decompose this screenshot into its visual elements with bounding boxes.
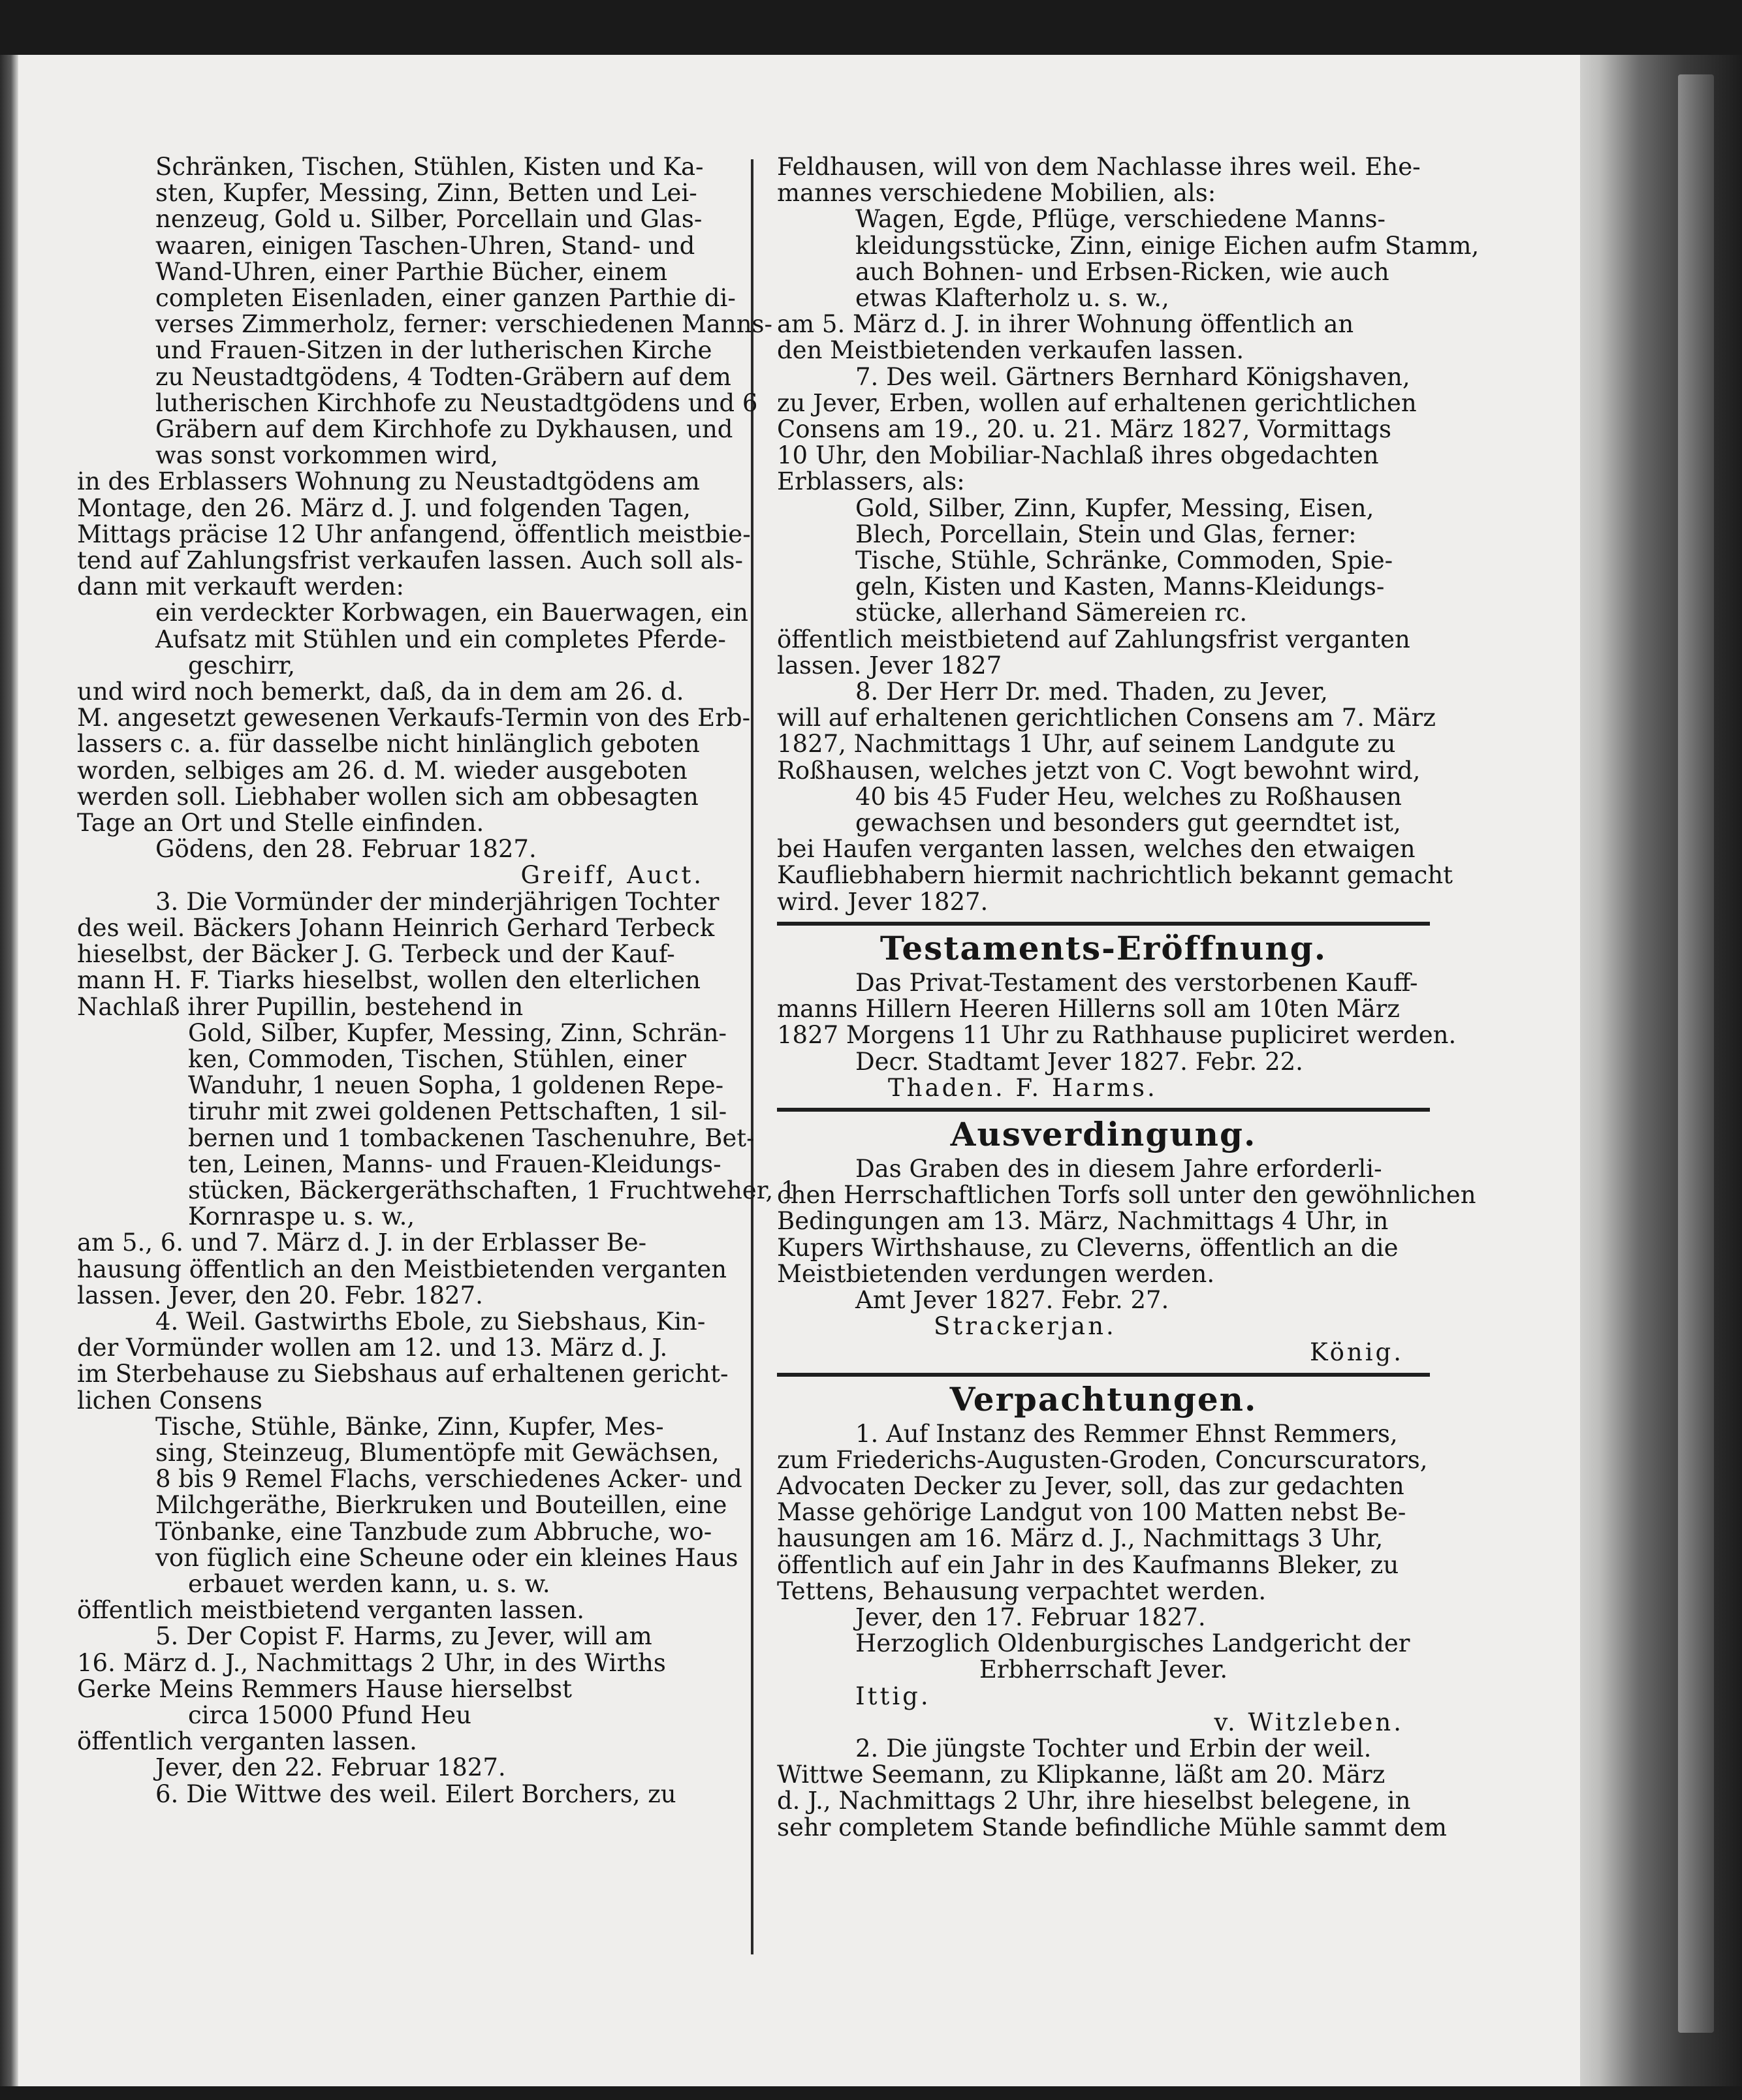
- text-line: Montage, den 26. März d. J. und folgenden Tagen,: [77, 494, 691, 522]
- text-line: waaren, einigen Taschen-Uhren, Stand- und: [155, 231, 695, 260]
- column-divider: [751, 159, 753, 1954]
- text-line: dann mit verkauft werden:: [77, 572, 404, 601]
- text-line: Milchgeräthe, Bierkruken und Bouteillen, eine: [155, 1491, 727, 1520]
- text-line: geschirr,: [188, 651, 296, 680]
- text-line: Wand-Uhren, einer Parthie Bücher, einem: [155, 257, 668, 286]
- text-line: sten, Kupfer, Messing, Zinn, Betten und Lei-: [155, 179, 697, 208]
- text-line: den Meistbietenden verkaufen lassen.: [777, 336, 1244, 365]
- text-line: bei Haufen verganten lassen, welches den etwaigen: [777, 835, 1416, 864]
- text-line: will auf erhaltenen gerichtlichen Consens am 7. März: [777, 704, 1436, 732]
- text-line: Das Privat-Testament des verstorbenen Kauff-: [855, 968, 1418, 997]
- section-rule: [777, 922, 1430, 926]
- text-line: Wittwe Seemann, zu Klipkanne, läßt am 20. März: [777, 1761, 1386, 1789]
- text-line: Jever, den 17. Februar 1827.: [855, 1603, 1206, 1631]
- text-line: 3. Die Vormünder der minderjährigen Tochter: [155, 887, 720, 916]
- ausverdingung-notice: [777, 1154, 1476, 1367]
- testament-heading: Testaments-Eröffnung.: [879, 928, 1327, 967]
- verpachtungen-notice: [777, 1419, 1447, 1841]
- text-line: 1. Auf Instanz des Remmer Ehnst Remmers,: [855, 1419, 1398, 1448]
- text-line: ken, Commoden, Tischen, Stühlen, einer: [188, 1044, 687, 1073]
- text-line: Tönbanke, eine Tanzbude zum Abbruche, wo-: [155, 1517, 712, 1546]
- text-line: sehr completem Stande befindliche Mühle sammt dem: [777, 1813, 1447, 1841]
- text-line: Thaden. F. Harms.: [888, 1073, 1158, 1102]
- text-line: worden, selbiges am 26. d. M. wieder ausgeboten: [77, 756, 688, 785]
- text-line: Advocaten Decker zu Jever, soll, das zur gedachten: [777, 1471, 1404, 1500]
- text-line: und wird noch bemerkt, daß, da in dem am 26. d.: [77, 678, 684, 706]
- text-line: mann H. F. Tiarks hieselbst, wollen den elterlichen: [77, 966, 701, 995]
- book-spine: [0, 55, 18, 2086]
- text-line: öffentlich meistbietend auf Zahlungsfrist verganten: [777, 625, 1410, 653]
- text-line: Bedingungen am 13. März, Nachmittags 4 Uhr, in: [777, 1207, 1389, 1236]
- text-line: Ittig.: [855, 1682, 931, 1710]
- text-line: Feldhausen, will von dem Nachlasse ihres weil. Ehe-: [777, 153, 1421, 181]
- text-line: öffentlich verganten lassen.: [77, 1727, 417, 1756]
- text-line: tend auf Zahlungsfrist verkaufen lassen. Auch soll als-: [77, 546, 744, 575]
- text-line: Mittags präcise 12 Uhr anfangend, öffentlich meistbie-: [77, 520, 751, 548]
- text-line: öffentlich meistbietend verganten lassen.: [77, 1596, 585, 1625]
- text-line: am 5. März d. J. in ihrer Wohnung öffentlich an: [777, 310, 1354, 339]
- text-line: Decr. Stadtamt Jever 1827. Febr. 22.: [855, 1047, 1303, 1076]
- text-line: 5. Der Copist F. Harms, zu Jever, will am: [155, 1622, 652, 1651]
- text-line: M. angesetzt gewesenen Verkaufs-Termin von des Erb-: [77, 704, 751, 732]
- text-line: sing, Steinzeug, Blumentöpfe mit Gewächsen,: [155, 1438, 720, 1467]
- book-cover-edge: [1678, 74, 1714, 2033]
- text-line: 10 Uhr, den Mobiliar-Nachlaß ihres obgedachten: [777, 441, 1379, 470]
- text-line: Meistbietenden verdungen werden.: [777, 1259, 1215, 1288]
- text-line: ein verdeckter Korbwagen, ein Bauerwagen, ein: [155, 599, 748, 627]
- text-line: lassen. Jever 1827: [777, 651, 1002, 680]
- text-line: in des Erblassers Wohnung zu Neustadtgödens am: [77, 467, 700, 496]
- text-line: 4. Weil. Gastwirths Ebole, zu Siebshaus, Kin-: [155, 1307, 706, 1336]
- text-line: Schränken, Tischen, Stühlen, Kisten und Ka-: [155, 153, 704, 181]
- text-line: Tische, Stühle, Bänke, Zinn, Kupfer, Mes-: [155, 1412, 664, 1441]
- text-line: Blech, Porcellain, Stein und Glas, ferner:: [855, 520, 1357, 548]
- text-line: nenzeug, Gold u. Silber, Porcellain und Glas-: [155, 205, 703, 234]
- text-line: geln, Kisten und Kasten, Manns-Kleidungs-: [855, 572, 1385, 601]
- text-line: lassen. Jever, den 20. Febr. 1827.: [77, 1281, 483, 1309]
- text-line: Kaufliebhabern hiermit nachrichtlich bekannt gemacht: [777, 861, 1453, 890]
- text-line: hieselbst, der Bäcker J. G. Terbeck und der Kauf-: [77, 940, 675, 969]
- text-line: im Sterbehause zu Siebshaus auf erhaltenen gericht-: [77, 1360, 729, 1388]
- text-line: Strackerjan.: [934, 1312, 1116, 1341]
- text-line: des weil. Bäckers Johann Heinrich Gerhard Terbeck: [77, 913, 715, 942]
- text-line: gewachsen und besonders gut geerndtet ist,: [855, 809, 1401, 838]
- text-line: Erbherrschaft Jever.: [979, 1655, 1228, 1684]
- text-line: Wagen, Egde, Pflüge, verschiedene Manns-: [855, 205, 1386, 234]
- text-line: etwas Klafterholz u. s. w.,: [855, 284, 1169, 313]
- text-line: Jever, den 22. Februar 1827.: [155, 1753, 506, 1782]
- book-edge: [1580, 55, 1742, 2086]
- text-line: Aufsatz mit Stühlen und ein completes Pferde-: [155, 625, 726, 653]
- text-line: completen Eisenladen, einer ganzen Parthie di-: [155, 284, 736, 313]
- text-line: wird. Jever 1827.: [777, 887, 989, 916]
- text-line: Kupers Wirthshause, zu Cleverns, öffentlich an die: [777, 1233, 1399, 1262]
- text-line: Gerke Meins Remmers Hause hierselbst: [77, 1674, 572, 1703]
- text-line: Gödens, den 28. Februar 1827.: [155, 835, 537, 864]
- text-line: Tettens, Behausung verpachtet werden.: [777, 1576, 1267, 1605]
- text-line: ten, Leinen, Manns- und Frauen-Kleidungs-: [188, 1150, 721, 1178]
- section-rule: [777, 1108, 1430, 1112]
- text-line: was sonst vorkommen wird,: [155, 441, 499, 470]
- text-line: 7. Des weil. Gärtners Bernhard Königshaven,: [855, 362, 1410, 391]
- text-line: chen Herrschaftlichen Torfs soll unter den gewöhnlichen: [777, 1181, 1476, 1210]
- text-line: 8. Der Herr Dr. med. Thaden, zu Jever,: [855, 678, 1328, 706]
- text-line: öffentlich auf ein Jahr in des Kaufmanns Bleker, zu: [777, 1550, 1399, 1579]
- ausverdingung-heading: Ausverdingung.: [950, 1114, 1257, 1153]
- text-line: 6. Die Wittwe des weil. Eilert Borchers, zu: [155, 1779, 676, 1808]
- text-line: stücke, allerhand Sämereien rc.: [855, 599, 1248, 627]
- text-line: lutherischen Kirchhofe zu Neustadtgödens und 6: [155, 388, 758, 417]
- text-line: Gräbern auf dem Kirchhofe zu Dykhausen, und: [155, 415, 733, 444]
- text-line: König.: [1309, 1338, 1404, 1367]
- text-line: Masse gehörige Landgut von 100 Matten nebst Be-: [777, 1498, 1406, 1527]
- text-line: zu Jever, Erben, wollen auf erhaltenen gerichtlichen: [777, 388, 1417, 417]
- text-line: und Frauen-Sitzen in der lutherischen Kirche: [155, 336, 712, 365]
- testament-notice: [777, 968, 1457, 1102]
- text-line: Das Graben des in diesem Jahre erforderli-: [855, 1154, 1382, 1183]
- text-line: Nachlaß ihrer Pupillin, bestehend in: [77, 992, 524, 1021]
- text-line: Tische, Stühle, Schränke, Commoden, Spie-: [855, 546, 1393, 575]
- text-line: Erblassers, als:: [777, 467, 965, 496]
- text-line: erbauet werden kann, u. s. w.: [188, 1569, 550, 1598]
- text-line: 2. Die jüngste Tochter und Erbin der weil.: [855, 1734, 1372, 1763]
- text-line: v. Witzleben.: [1214, 1708, 1404, 1736]
- text-line: Gold, Silber, Zinn, Kupfer, Messing, Eisen,: [855, 494, 1374, 522]
- text-line: Kornraspe u. s. w.,: [188, 1202, 415, 1231]
- text-line: 1827, Nachmittags 1 Uhr, auf seinem Landgute zu: [777, 730, 1396, 759]
- text-line: tiruhr mit zwei goldenen Pettschaften, 1 sil-: [188, 1097, 727, 1126]
- text-line: lichen Consens: [77, 1386, 262, 1415]
- text-line: Consens am 19., 20. u. 21. März 1827, Vormittags: [777, 415, 1391, 444]
- text-line: mannes verschiedene Mobilien, als:: [777, 179, 1216, 208]
- section-rule: [777, 1373, 1430, 1377]
- left-column: [77, 153, 797, 1808]
- notice-continued: [777, 153, 1480, 916]
- text-line: Tage an Ort und Stelle einfinden.: [77, 809, 484, 838]
- verpachtungen-heading: Verpachtungen.: [949, 1379, 1258, 1418]
- text-line: bernen und 1 tombackenen Taschenuhre, Bet-: [188, 1123, 755, 1152]
- text-line: lassers c. a. für dasselbe nicht hinlänglich geboten: [77, 730, 700, 759]
- text-line: am 5., 6. und 7. März d. J. in der Erblasser Be-: [77, 1229, 647, 1257]
- text-line: 40 bis 45 Fuder Heu, welches zu Roßhausen: [855, 782, 1402, 811]
- text-line: 1827 Morgens 11 Uhr zu Rathhause pupliciret werden.: [777, 1021, 1457, 1050]
- text-line: Amt Jever 1827. Febr. 27.: [855, 1285, 1169, 1314]
- text-line: d. J., Nachmittags 2 Uhr, ihre hieselbst belegene, in: [777, 1787, 1411, 1815]
- text-line: von füglich eine Scheune oder ein kleines Haus: [155, 1543, 738, 1572]
- text-line: der Vormünder wollen am 12. und 13. März d. J.: [77, 1334, 668, 1362]
- text-line: Gold, Silber, Kupfer, Messing, Zinn, Schrän-: [188, 1018, 727, 1047]
- text-line: kleidungsstücke, Zinn, einige Eichen aufm Stamm,: [855, 231, 1480, 260]
- text-line: werden soll. Liebhaber wollen sich am obbesagten: [77, 782, 699, 811]
- text-line: manns Hillern Heeren Hillerns soll am 10ten März: [777, 995, 1400, 1024]
- text-line: 8 bis 9 Remel Flachs, verschiedenes Acker- und: [155, 1465, 742, 1494]
- text-line: verses Zimmerholz, ferner: verschiedenen Manns-: [155, 310, 773, 339]
- text-line: Wanduhr, 1 neuen Sopha, 1 goldenen Repe-: [188, 1071, 724, 1100]
- text-line: Roßhausen, welches jetzt von C. Vogt bewohnt wird,: [777, 756, 1421, 785]
- text-line: Greiff, Auct.: [520, 861, 704, 890]
- text-line: auch Bohnen- und Erbsen-Ricken, wie auch: [855, 257, 1389, 286]
- text-line: hausungen am 16. März d. J., Nachmittags 3 Uhr,: [777, 1524, 1384, 1553]
- text-line: zu Neustadtgödens, 4 Todten-Gräbern auf dem: [155, 362, 731, 391]
- text-line: hausung öffentlich an den Meistbietenden verganten: [77, 1255, 727, 1283]
- text-line: circa 15000 Pfund Heu: [188, 1700, 471, 1729]
- text-line: Herzoglich Oldenburgisches Landgericht der: [855, 1629, 1410, 1658]
- text-line: zum Friederichs-Augusten-Groden, Concurscurators,: [777, 1445, 1428, 1474]
- text-line: stücken, Bäckergeräthschaften, 1 Fruchtweher, 1: [188, 1176, 797, 1204]
- text-line: 16. März d. J., Nachmittags 2 Uhr, in des Wirths: [77, 1648, 666, 1677]
- right-column: [777, 153, 1480, 1841]
